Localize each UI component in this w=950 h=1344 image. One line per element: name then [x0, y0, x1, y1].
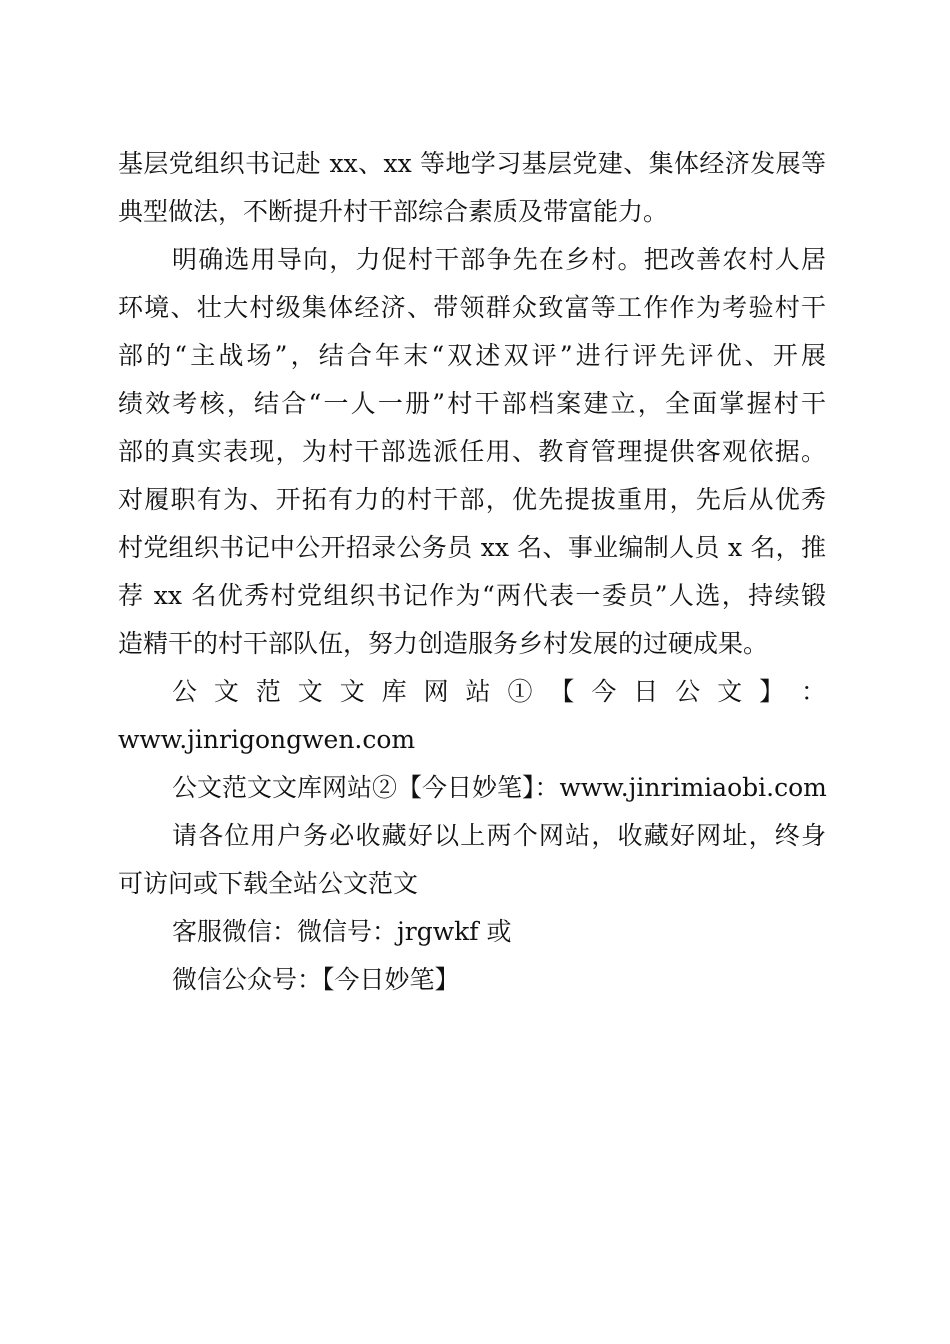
- website-two-line[interactable]: 公文范文文库网站②【今日妙笔】：www.jinrimiaobi.com: [172, 773, 827, 802]
- notice-line: 可访问或下载全站公文范文: [118, 869, 419, 898]
- paragraph-line: 环境、壮大村级集体经济、带领群众致富等工作作为考验村干: [118, 293, 826, 322]
- paragraph-line: 明确选用导向，力促村干部争先在乡村。把改善农村人居: [172, 245, 826, 274]
- official-account: 微信公众号：【今日妙笔】: [172, 965, 460, 994]
- paragraph-line: 荐 xx 名优秀村党组织书记作为“两代表一委员”人选，持续锻: [118, 581, 826, 610]
- bookmark-notice: [118, 812, 826, 908]
- paragraph-line: 部的“主战场”，结合年末“双述双评”进行评先评优、开展: [118, 341, 826, 370]
- website-one-notice: [118, 668, 826, 764]
- paragraph-line: 村党组织书记中公开招录公务员 xx 名、事业编制人员 x 名，推: [118, 533, 826, 562]
- paragraph-line: 部的真实表现，为村干部选派任用、教育管理提供客观依据。: [118, 437, 826, 466]
- website-two-notice: [118, 764, 826, 812]
- notice-line: 请各位用户务必收藏好以上两个网站，收藏好网址，终身: [172, 821, 826, 850]
- customer-service-wechat: 客服微信：微信号：jrgwkf 或: [172, 917, 512, 946]
- paragraph-line: 基层党组织书记赴 xx、xx 等地学习基层党建、集体经济发展等: [118, 149, 826, 178]
- paragraph-study-visits: [118, 140, 826, 236]
- paragraph-line: 造精干的村干部队伍，努力创造服务乡村发展的过硬成果。: [118, 629, 769, 658]
- website-one-url[interactable]: www.jinrigongwen.com: [118, 725, 416, 754]
- paragraph-selection-guidance: [118, 236, 826, 668]
- paragraph-line: 对履职有为、开拓有力的村干部，优先提拔重用，先后从优秀: [118, 485, 826, 514]
- paragraph-line: 典型做法，不断提升村干部综合素质及带富能力。: [118, 197, 669, 226]
- website-one-label: 公 文 范 文 文 库 网 站 ① 【 今 日 公 文 】 ：: [172, 677, 826, 706]
- paragraph-line: 绩效考核，结合“一人一册”村干部档案建立，全面掌握村干: [118, 389, 826, 418]
- document-body: [118, 140, 826, 1004]
